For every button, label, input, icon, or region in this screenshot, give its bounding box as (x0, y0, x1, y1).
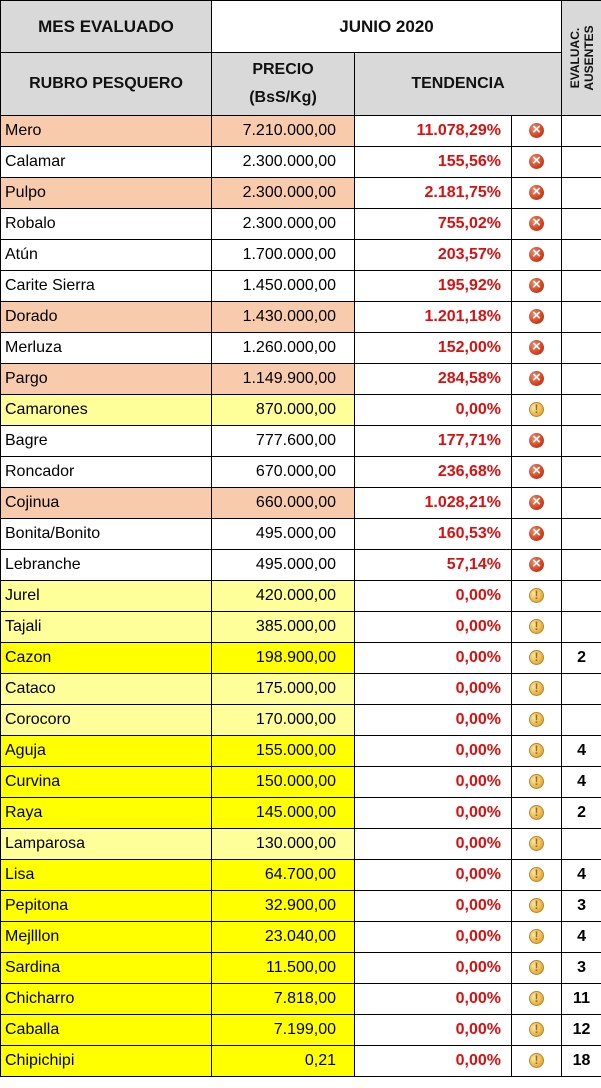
table-row (1, 488, 601, 519)
header-row-month (1, 1, 601, 53)
x-circle-icon (529, 464, 544, 479)
trend-status (512, 798, 562, 829)
table-row (1, 891, 601, 922)
absent-count (562, 612, 601, 643)
fish-name: Tajali (1, 612, 212, 643)
table-row (1, 829, 601, 860)
absent-count: 4 (562, 860, 601, 891)
warning-circle-icon (529, 1053, 544, 1068)
absent-count (562, 705, 601, 736)
fish-name: Lisa (1, 860, 212, 891)
fish-price: 660.000,00 (212, 488, 355, 519)
fish-price: 155.000,00 (212, 736, 355, 767)
absent-count: 12 (562, 1015, 601, 1046)
trend-status (512, 736, 562, 767)
trend-status (512, 271, 562, 302)
x-circle-icon (529, 154, 544, 169)
trend-status (512, 488, 562, 519)
absent-count: 3 (562, 891, 601, 922)
trend-percent: 0,00% (355, 984, 512, 1015)
table-row (1, 457, 601, 488)
absent-count: 4 (562, 767, 601, 798)
table-row (1, 581, 601, 612)
table-row (1, 550, 601, 581)
absent-evaluations-header (562, 1, 601, 116)
warning-circle-icon (529, 619, 544, 634)
absent-count (562, 178, 601, 209)
absent-count (562, 395, 601, 426)
trend-percent: 0,00% (355, 798, 512, 829)
fish-price: 0,21 (212, 1046, 355, 1077)
trend-percent: 0,00% (355, 953, 512, 984)
trend-percent: 0,00% (355, 767, 512, 798)
fish-price: 2.300.000,00 (212, 178, 355, 209)
fish-name: Sardina (1, 953, 212, 984)
trend-status (512, 922, 562, 953)
absent-count: 11 (562, 984, 601, 1015)
fish-price: 170.000,00 (212, 705, 355, 736)
trend-status (512, 550, 562, 581)
warning-circle-icon (529, 774, 544, 789)
trend-status (512, 457, 562, 488)
fish-name: Chicharro (1, 984, 212, 1015)
trend-status (512, 333, 562, 364)
trend-status (512, 643, 562, 674)
table-row (1, 426, 601, 457)
absent-count (562, 550, 601, 581)
fish-price: 1.149.900,00 (212, 364, 355, 395)
fish-price: 145.000,00 (212, 798, 355, 829)
fish-price: 23.040,00 (212, 922, 355, 953)
trend-status (512, 147, 562, 178)
trend-percent: 0,00% (355, 891, 512, 922)
x-circle-icon (529, 557, 544, 572)
x-circle-icon (529, 495, 544, 510)
fish-price: 130.000,00 (212, 829, 355, 860)
x-circle-icon (529, 185, 544, 200)
absent-header-line1: EVALUAC. (567, 27, 582, 89)
fish-name: Pepitona (1, 891, 212, 922)
fish-price: 198.900,00 (212, 643, 355, 674)
trend-percent: 1.201,18% (355, 302, 512, 333)
absent-count (562, 333, 601, 364)
trend-percent: 11.078,29% (355, 116, 512, 147)
trend-percent: 755,02% (355, 209, 512, 240)
trend-percent: 0,00% (355, 705, 512, 736)
warning-circle-icon (529, 712, 544, 727)
table-row (1, 395, 601, 426)
header-row-columns (1, 53, 601, 116)
table-row (1, 705, 601, 736)
fish-price: 7.210.000,00 (212, 116, 355, 147)
absent-count (562, 488, 601, 519)
trend-status (512, 984, 562, 1015)
trend-status (512, 891, 562, 922)
trend-percent: 203,57% (355, 240, 512, 271)
x-circle-icon (529, 309, 544, 324)
trend-status (512, 209, 562, 240)
table-row (1, 798, 601, 829)
absent-count (562, 457, 601, 488)
x-circle-icon (529, 526, 544, 541)
warning-circle-icon (529, 929, 544, 944)
trend-percent: 0,00% (355, 1015, 512, 1046)
fish-price: 1.260.000,00 (212, 333, 355, 364)
warning-circle-icon (529, 588, 544, 603)
table-row (1, 767, 601, 798)
trend-percent: 0,00% (355, 860, 512, 891)
trend-status (512, 240, 562, 271)
absent-count (562, 302, 601, 333)
table-row (1, 736, 601, 767)
fish-name: Jurel (1, 581, 212, 612)
fish-name: Aguja (1, 736, 212, 767)
trend-status (512, 953, 562, 984)
fish-price: 495.000,00 (212, 550, 355, 581)
table-row (1, 302, 601, 333)
fish-price: 64.700,00 (212, 860, 355, 891)
trend-status (512, 767, 562, 798)
fish-name: Lebranche (1, 550, 212, 581)
table-body (1, 116, 601, 1077)
fish-price: 777.600,00 (212, 426, 355, 457)
fish-price: 7.199,00 (212, 1015, 355, 1046)
table-row (1, 612, 601, 643)
table-row (1, 364, 601, 395)
warning-circle-icon (529, 743, 544, 758)
trend-percent: 160,53% (355, 519, 512, 550)
trend-percent: 0,00% (355, 395, 512, 426)
fish-price: 420.000,00 (212, 581, 355, 612)
trend-status (512, 426, 562, 457)
absent-count: 4 (562, 922, 601, 953)
fish-name: Pargo (1, 364, 212, 395)
fish-name: Camarones (1, 395, 212, 426)
absent-count (562, 581, 601, 612)
absent-count (562, 116, 601, 147)
fish-name: Merluza (1, 333, 212, 364)
fish-name: Bonita/Bonito (1, 519, 212, 550)
fish-price: 385.000,00 (212, 612, 355, 643)
fish-price: 2.300.000,00 (212, 147, 355, 178)
fish-name: Mero (1, 116, 212, 147)
fish-name: Cazon (1, 643, 212, 674)
fish-price: 7.818,00 (212, 984, 355, 1015)
trend-status (512, 519, 562, 550)
table-row (1, 209, 601, 240)
absent-count: 2 (562, 798, 601, 829)
absent-count (562, 364, 601, 395)
fish-name: Pulpo (1, 178, 212, 209)
fish-price: 1.700.000,00 (212, 240, 355, 271)
absent-count (562, 147, 601, 178)
absent-count (562, 519, 601, 550)
trend-percent: 284,58% (355, 364, 512, 395)
fish-price: 1.450.000,00 (212, 271, 355, 302)
fish-price: 150.000,00 (212, 767, 355, 798)
fish-name: Bagre (1, 426, 212, 457)
trend-percent: 0,00% (355, 1046, 512, 1077)
trend-status (512, 1015, 562, 1046)
trend-status (512, 705, 562, 736)
table-row (1, 178, 601, 209)
fish-name: Mejlllon (1, 922, 212, 953)
fish-name: Cataco (1, 674, 212, 705)
absent-count (562, 674, 601, 705)
table-row (1, 1015, 601, 1046)
absent-count (562, 240, 601, 271)
fish-name: Cojinua (1, 488, 212, 519)
trend-percent: 0,00% (355, 922, 512, 953)
warning-circle-icon (529, 402, 544, 417)
fish-name: Chipichipi (1, 1046, 212, 1077)
absent-count (562, 426, 601, 457)
trend-percent: 155,56% (355, 147, 512, 178)
table-row (1, 922, 601, 953)
trend-percent: 0,00% (355, 829, 512, 860)
trend-status (512, 581, 562, 612)
warning-circle-icon (529, 1022, 544, 1037)
table-row (1, 519, 601, 550)
absent-header-line2: AUSENTES (581, 25, 596, 91)
trend-percent: 2.181,75% (355, 178, 512, 209)
x-circle-icon (529, 433, 544, 448)
table-row (1, 953, 601, 984)
absent-count: 2 (562, 643, 601, 674)
fish-name: Lamparosa (1, 829, 212, 860)
trend-percent: 236,68% (355, 457, 512, 488)
x-circle-icon (529, 340, 544, 355)
trend-status (512, 612, 562, 643)
warning-circle-icon (529, 867, 544, 882)
x-circle-icon (529, 216, 544, 231)
trend-percent: 195,92% (355, 271, 512, 302)
month-evaluated-value: JUNIO 2020 (212, 1, 562, 53)
warning-circle-icon (529, 991, 544, 1006)
fish-name: Roncador (1, 457, 212, 488)
fish-name: Atún (1, 240, 212, 271)
absent-count (562, 209, 601, 240)
trend-status (512, 395, 562, 426)
trend-percent: 0,00% (355, 643, 512, 674)
absent-count: 3 (562, 953, 601, 984)
fish-price: 870.000,00 (212, 395, 355, 426)
table-row (1, 147, 601, 178)
trend-status (512, 829, 562, 860)
fish-name: Corocoro (1, 705, 212, 736)
warning-circle-icon (529, 805, 544, 820)
fish-price: 670.000,00 (212, 457, 355, 488)
table-row (1, 674, 601, 705)
fish-name: Caballa (1, 1015, 212, 1046)
warning-circle-icon (529, 898, 544, 913)
month-evaluated-label: MES EVALUADO (1, 1, 212, 53)
trend-percent: 152,00% (355, 333, 512, 364)
table-row (1, 333, 601, 364)
fishery-item-header: RUBRO PESQUERO (1, 53, 212, 116)
fish-price: 32.900,00 (212, 891, 355, 922)
x-circle-icon (529, 123, 544, 138)
trend-percent: 0,00% (355, 581, 512, 612)
fish-price: 495.000,00 (212, 519, 355, 550)
fish-name: Dorado (1, 302, 212, 333)
fish-price: 1.430.000,00 (212, 302, 355, 333)
price-header-line1: PRECIO (252, 61, 314, 78)
trend-status (512, 364, 562, 395)
table-row (1, 1046, 601, 1077)
trend-percent: 57,14% (355, 550, 512, 581)
fish-price: 175.000,00 (212, 674, 355, 705)
x-circle-icon (529, 278, 544, 293)
table-row (1, 271, 601, 302)
trend-status (512, 302, 562, 333)
price-header-line2: (BsS/Kg) (249, 89, 317, 106)
x-circle-icon (529, 371, 544, 386)
trend-percent: 0,00% (355, 612, 512, 643)
warning-circle-icon (529, 681, 544, 696)
trend-status (512, 178, 562, 209)
fish-name: Robalo (1, 209, 212, 240)
price-header (212, 53, 355, 116)
table-row (1, 116, 601, 147)
absent-count (562, 271, 601, 302)
fish-name: Calamar (1, 147, 212, 178)
fish-name: Raya (1, 798, 212, 829)
table-row (1, 240, 601, 271)
warning-circle-icon (529, 836, 544, 851)
fish-name: Curvina (1, 767, 212, 798)
absent-count: 18 (562, 1046, 601, 1077)
trend-status (512, 860, 562, 891)
absent-count: 4 (562, 736, 601, 767)
fish-name: Carite Sierra (1, 271, 212, 302)
trend-header: TENDENCIA (355, 53, 562, 116)
warning-circle-icon (529, 650, 544, 665)
trend-percent: 177,71% (355, 426, 512, 457)
table-row (1, 643, 601, 674)
x-circle-icon (529, 247, 544, 262)
table-row (1, 860, 601, 891)
fish-price: 2.300.000,00 (212, 209, 355, 240)
table-row (1, 984, 601, 1015)
warning-circle-icon (529, 960, 544, 975)
trend-percent: 0,00% (355, 736, 512, 767)
trend-status (512, 1046, 562, 1077)
trend-status (512, 116, 562, 147)
trend-percent: 1.028,21% (355, 488, 512, 519)
fish-price: 11.500,00 (212, 953, 355, 984)
trend-status (512, 674, 562, 705)
trend-percent: 0,00% (355, 674, 512, 705)
absent-count (562, 829, 601, 860)
